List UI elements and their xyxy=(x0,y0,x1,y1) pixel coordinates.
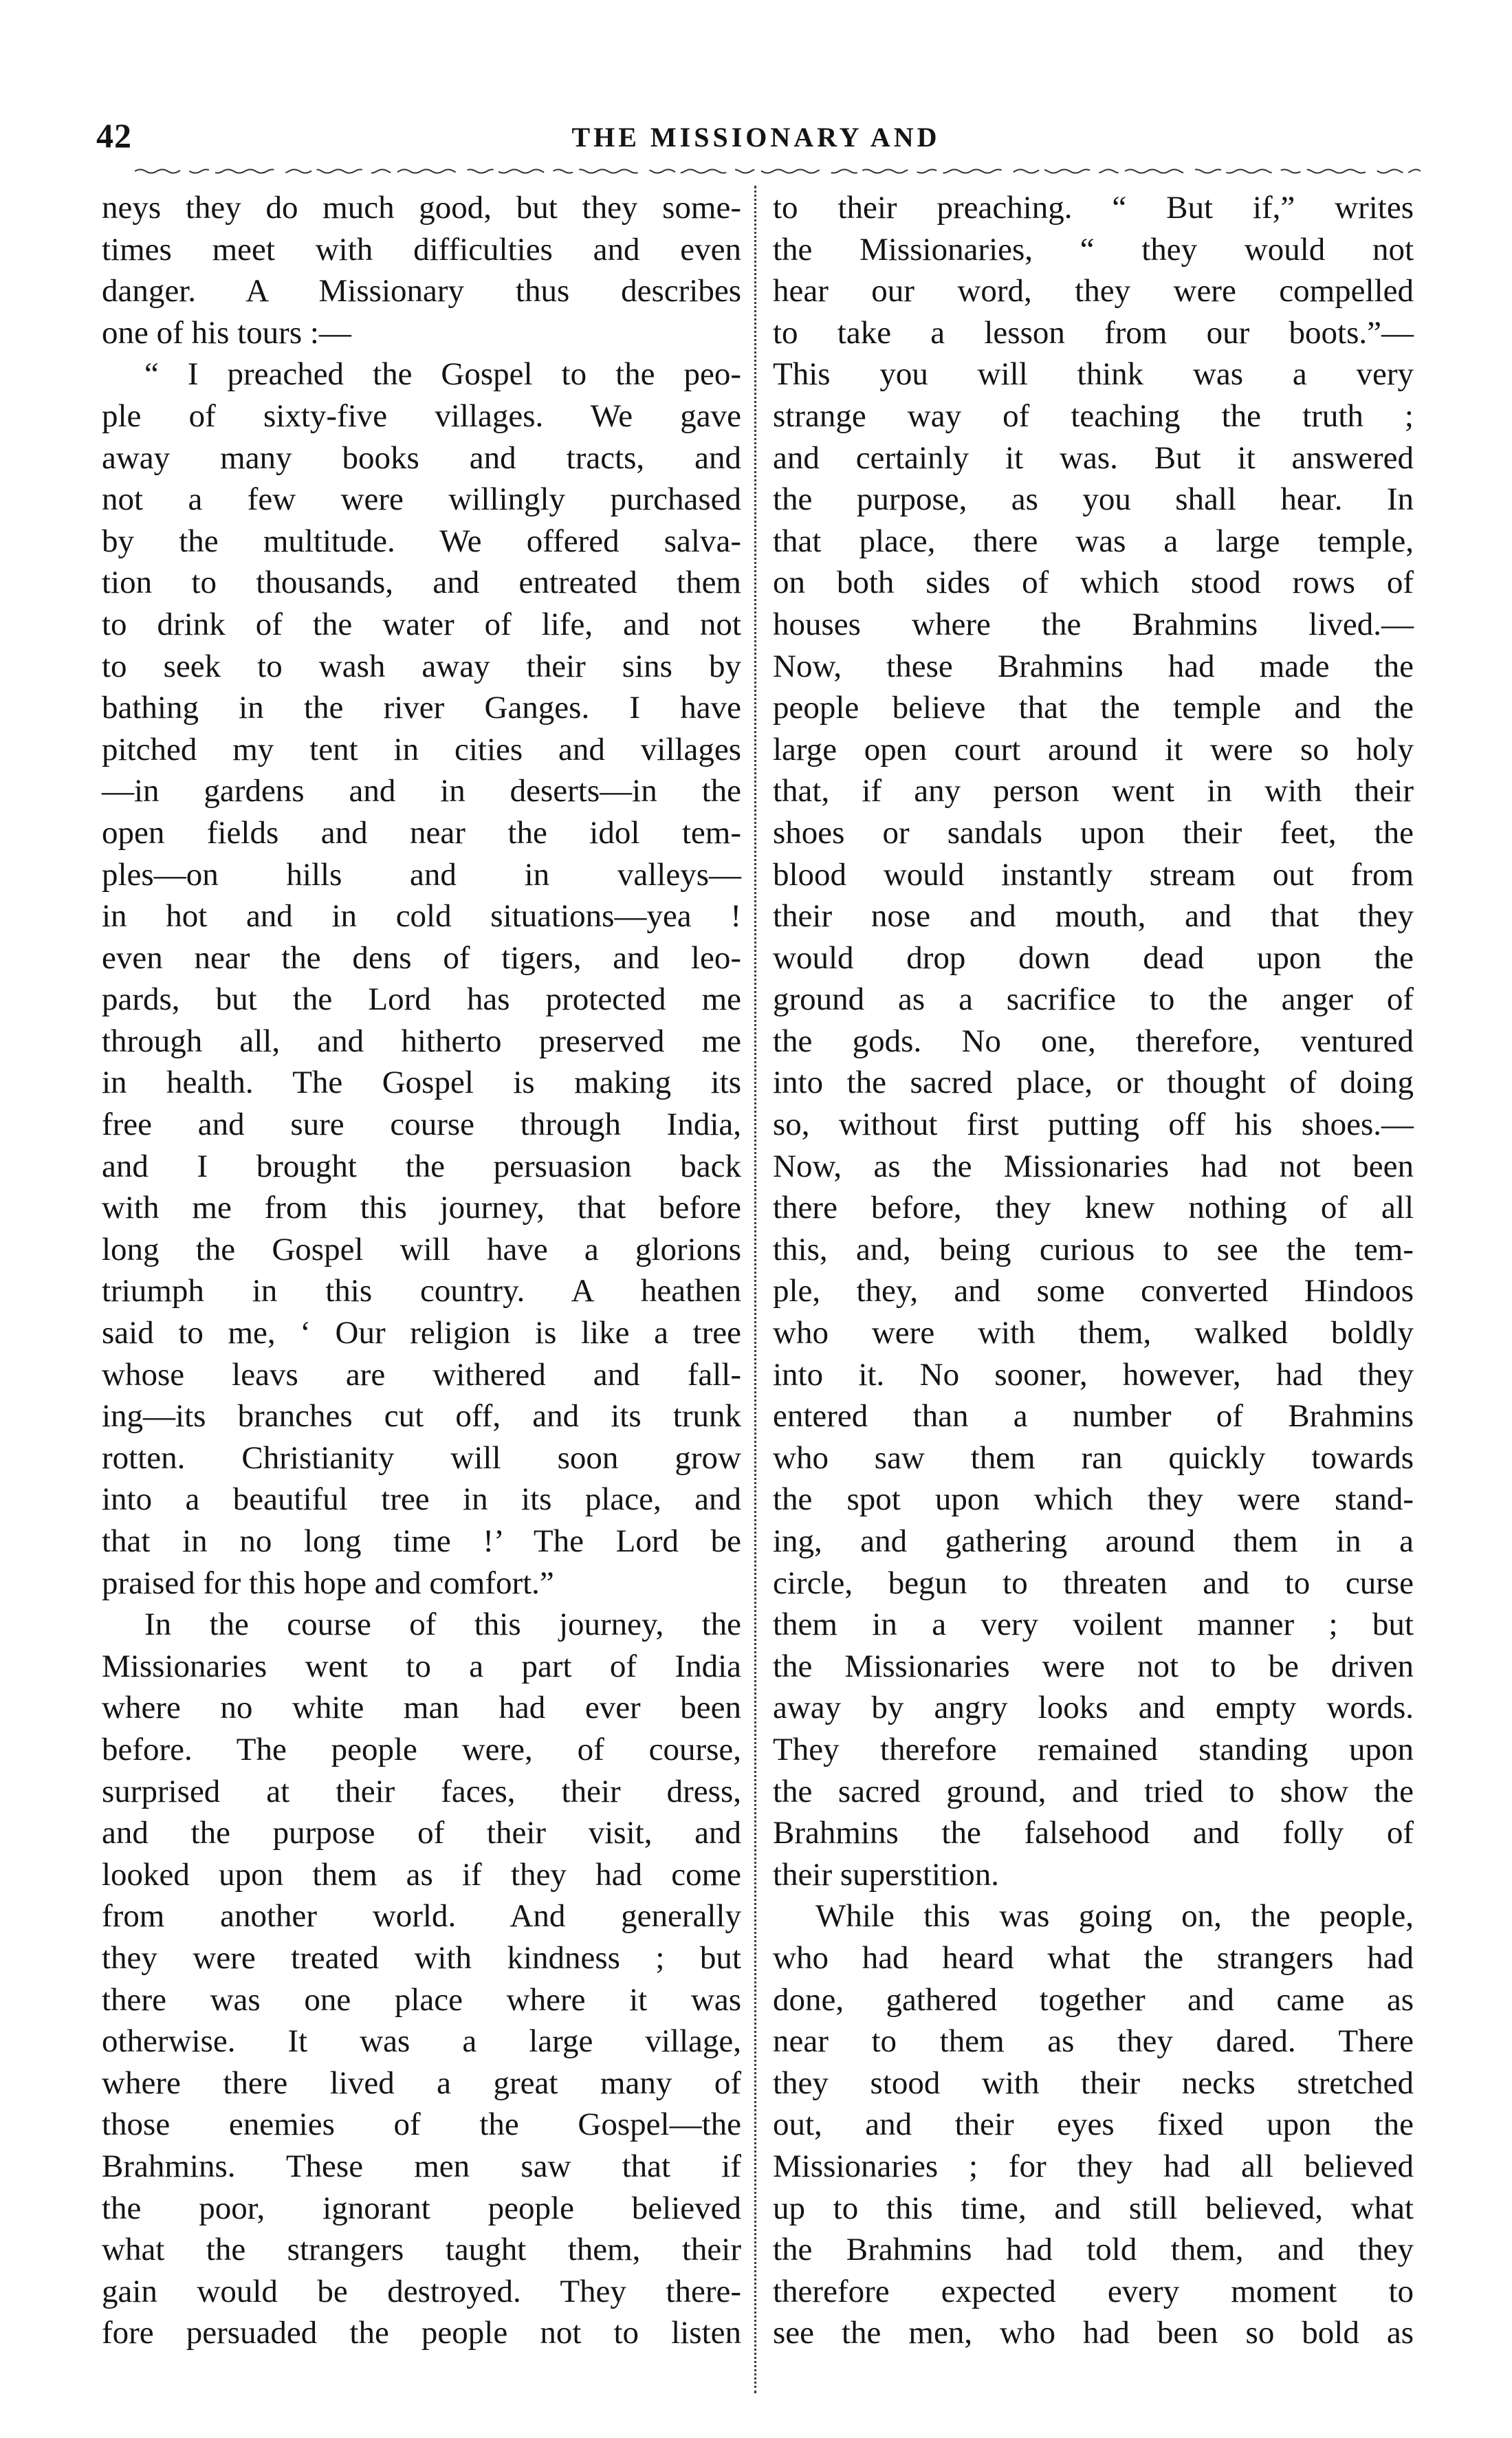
text-line: done, gathered together and came as xyxy=(773,1981,1414,2018)
text-line: Now, as the Missionaries had not been xyxy=(773,1148,1414,1184)
text-line: neys they do much good, but they some- xyxy=(102,190,741,226)
text-line: long the Gospel will have a glorions xyxy=(102,1231,741,1267)
text-line: the Missionaries, “ they would not xyxy=(773,231,1414,268)
text-line: ing, and gathering around them in a xyxy=(773,1523,1414,1559)
column-divider xyxy=(754,186,756,2393)
text-line: danger. A Missionary thus describes xyxy=(102,273,741,309)
right-text-column xyxy=(773,187,1414,2354)
text-line: where there lived a great many of xyxy=(102,2065,741,2101)
text-line: This you will think was a very xyxy=(773,356,1414,393)
text-line: the poor, ignorant people believed xyxy=(102,2190,741,2226)
text-line: ground as a sacrifice to the anger of xyxy=(773,981,1414,1018)
text-line: them in a very voilent manner ; but xyxy=(773,1607,1414,1643)
text-line: who saw them ran quickly towards xyxy=(773,1439,1414,1476)
text-line: where no white man had ever been xyxy=(102,1690,741,1726)
text-line: “ I preached the Gospel to the peo- xyxy=(144,356,741,393)
text-line: through all, and hitherto preserved me xyxy=(102,1023,741,1059)
text-line: fore persuaded the people not to listen xyxy=(102,2315,741,2351)
text-line: tion to thousands, and entreated them xyxy=(102,565,741,601)
text-line: houses where the Brahmins lived.— xyxy=(773,606,1414,642)
text-line: to drink of the water of life, and not xyxy=(102,606,741,642)
text-line: and certainly it was. But it answered xyxy=(773,439,1414,476)
text-line: large open court around it were so holy xyxy=(773,731,1414,768)
text-line: there before, they knew nothing of all xyxy=(773,1190,1414,1226)
text-line: While this was going on, the people, xyxy=(815,1898,1414,1935)
text-line: not a few were willingly purchased xyxy=(102,481,741,518)
text-line: who had heard what the strangers had xyxy=(773,1939,1414,1976)
text-line: open fields and near the idol tem- xyxy=(102,814,741,851)
text-line: into the sacred place, or thought of doing xyxy=(773,1065,1414,1101)
running-head: THE MISSIONARY AND xyxy=(571,122,941,153)
text-line: to take a lesson from our boots.”— xyxy=(773,314,1414,351)
text-line: triumph in this country. A heathen xyxy=(102,1273,741,1309)
text-line: into a beautiful tree in its place, and xyxy=(102,1481,741,1518)
text-line: whose leavs are withered and fall- xyxy=(102,1356,741,1393)
text-line: They therefore remained standing upon xyxy=(773,1731,1414,1767)
text-line: the purpose, as you shall hear. In xyxy=(773,481,1414,518)
text-line: and I brought the persuasion back xyxy=(102,1148,741,1184)
text-line: ples—on hills and in valleys— xyxy=(102,856,741,893)
text-line: so, without first putting off his shoes.— xyxy=(773,1107,1414,1143)
left-text-column xyxy=(102,187,741,2354)
text-line: on both sides of which stood rows of xyxy=(773,565,1414,601)
text-line: what the strangers taught them, their xyxy=(102,2232,741,2268)
text-line: circle, begun to threaten and to curse xyxy=(773,1565,1414,1601)
text-line: the Missionaries were not to be driven xyxy=(773,1648,1414,1684)
text-line: strange way of teaching the truth ; xyxy=(773,398,1414,434)
text-line: would drop down dead upon the xyxy=(773,939,1414,976)
text-line: looked upon them as if they had come xyxy=(102,1856,741,1893)
text-line: to seek to wash away their sins by xyxy=(102,648,741,684)
text-line: praised for this hope and comfort.” xyxy=(102,1565,554,1601)
text-line: the Brahmins had told them, and they xyxy=(773,2232,1414,2268)
text-line: free and sure course through India, xyxy=(102,1107,741,1143)
text-line: and the purpose of their visit, and xyxy=(102,1815,741,1851)
text-line: gain would be destroyed. They there- xyxy=(102,2273,741,2309)
text-line: hear our word, they were compelled xyxy=(773,273,1414,309)
text-line: the sacred ground, and tried to show the xyxy=(773,1773,1414,1809)
text-line: pitched my tent in cities and villages xyxy=(102,731,741,768)
text-line: even near the dens of tigers, and leo- xyxy=(102,939,741,976)
text-line: by the multitude. We offered salva- xyxy=(102,523,741,559)
text-line: near to them as they dared. There xyxy=(773,2023,1414,2060)
text-line: Missionaries went to a part of India xyxy=(102,1648,741,1684)
text-line: Brahmins the falsehood and folly of xyxy=(773,1815,1414,1851)
text-line: from another world. And generally xyxy=(102,1898,741,1935)
text-line: into it. No sooner, however, had they xyxy=(773,1356,1414,1393)
text-line: who were with them, walked boldly xyxy=(773,1315,1414,1351)
text-line: that in no long time !’ The Lord be xyxy=(102,1523,741,1559)
text-line: ple, they, and some converted Hindoos xyxy=(773,1273,1414,1309)
page-number: 42 xyxy=(96,116,132,155)
text-line: rotten. Christianity will soon grow xyxy=(102,1439,741,1476)
text-line: those enemies of the Gospel—the xyxy=(102,2107,741,2143)
text-line: out, and their eyes fixed upon the xyxy=(773,2107,1414,2143)
text-line: said to me, ‘ Our religion is like a tree xyxy=(102,1315,741,1351)
text-line: that, if any person went in with their xyxy=(773,773,1414,809)
text-line: otherwise. It was a large village, xyxy=(102,2023,741,2060)
text-line: therefore expected every moment to xyxy=(773,2273,1414,2309)
text-line: to their preaching. “ But if,” writes xyxy=(773,190,1414,226)
text-line: Brahmins. These men saw that if xyxy=(102,2148,741,2184)
text-line: that place, there was a large temple, xyxy=(773,523,1414,559)
text-line: In the course of this journey, the xyxy=(144,1607,741,1643)
text-line: Now, these Brahmins had made the xyxy=(773,648,1414,684)
text-line: they stood with their necks stretched xyxy=(773,2065,1414,2101)
text-line: entered than a number of Brahmins xyxy=(773,1398,1414,1435)
text-line: —in gardens and in deserts—in the xyxy=(102,773,741,809)
text-line: they were treated with kindness ; but xyxy=(102,1939,741,1976)
text-line: ing—its branches cut off, and its trunk xyxy=(102,1398,741,1435)
text-line: people believe that the temple and the xyxy=(773,690,1414,726)
text-line: pards, but the Lord has protected me xyxy=(102,981,741,1018)
text-line: there was one place where it was xyxy=(102,1981,741,2018)
text-line: the gods. No one, therefore, ventured xyxy=(773,1023,1414,1059)
text-line: this, and, being curious to see the tem- xyxy=(773,1231,1414,1267)
text-line: times meet with difficulties and even xyxy=(102,231,741,268)
text-line: in hot and in cold situations—yea ! xyxy=(102,898,741,935)
text-line: their nose and mouth, and that they xyxy=(773,898,1414,935)
header-rule xyxy=(135,166,1421,176)
text-line: with me from this journey, that before xyxy=(102,1190,741,1226)
text-line: shoes or sandals upon their feet, the xyxy=(773,814,1414,851)
text-line: away many books and tracts, and xyxy=(102,439,741,476)
text-line: their superstition. xyxy=(773,1856,999,1893)
text-line: before. The people were, of course, xyxy=(102,1731,741,1767)
text-line: up to this time, and still believed, what xyxy=(773,2190,1414,2226)
text-line: see the men, who had been so bold as xyxy=(773,2315,1414,2351)
text-line: ple of sixty-five villages. We gave xyxy=(102,398,741,434)
text-line: one of his tours :— xyxy=(102,314,351,351)
text-line: in health. The Gospel is making its xyxy=(102,1065,741,1101)
text-line: the spot upon which they were stand- xyxy=(773,1481,1414,1518)
text-line: Missionaries ; for they had all believed xyxy=(773,2148,1414,2184)
text-line: blood would instantly stream out from xyxy=(773,856,1414,893)
text-line: away by angry looks and empty words. xyxy=(773,1690,1414,1726)
text-line: surprised at their faces, their dress, xyxy=(102,1773,741,1809)
text-line: bathing in the river Ganges. I have xyxy=(102,690,741,726)
